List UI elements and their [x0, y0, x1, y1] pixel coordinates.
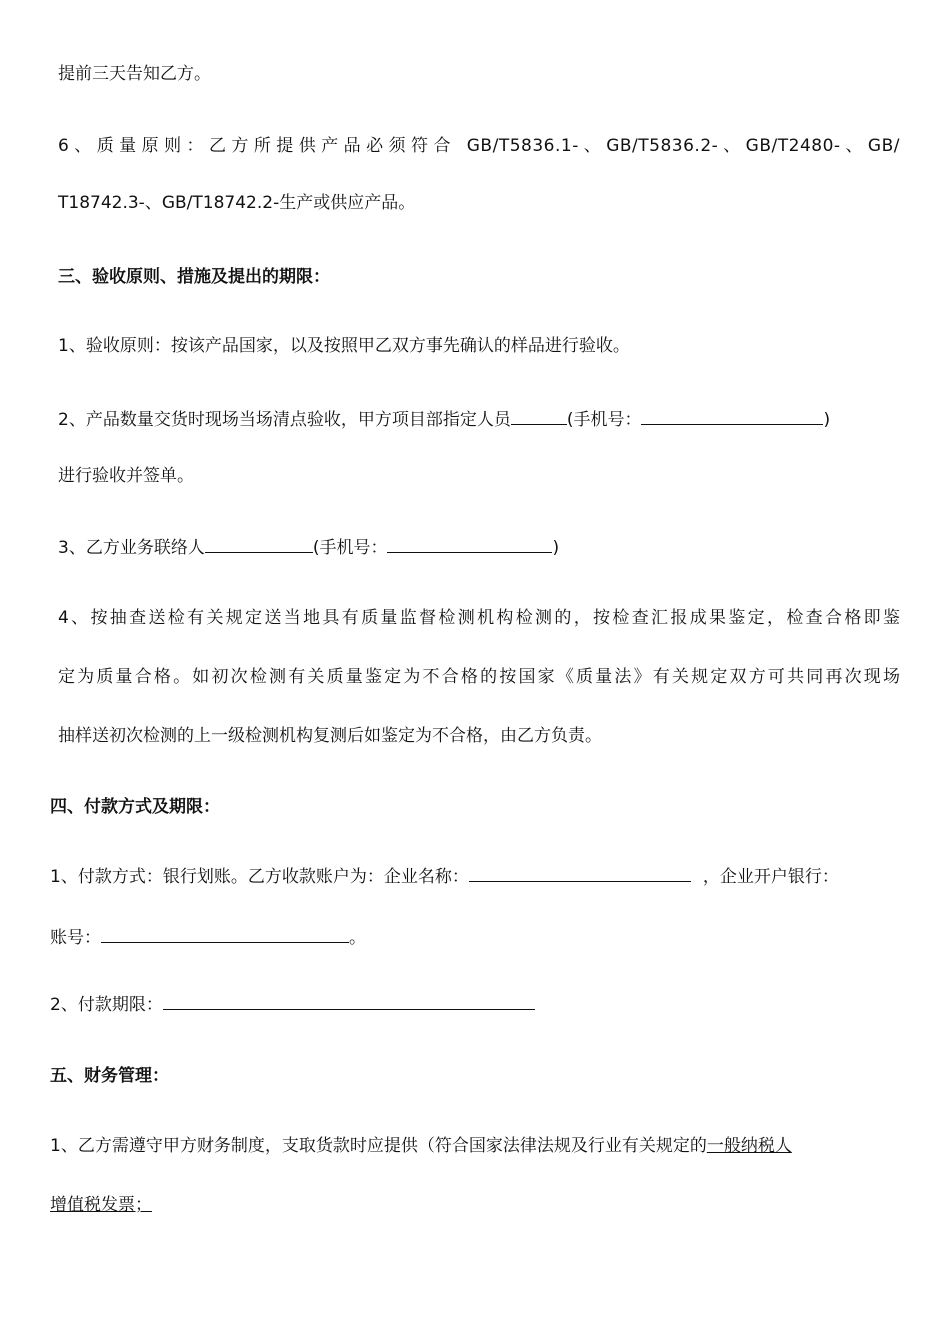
- close-paren: ): [823, 410, 831, 430]
- account-number-blank: [101, 924, 349, 943]
- phone-blank: [641, 406, 823, 425]
- contact-person-text: 3、乙方业务联络人: [58, 538, 205, 558]
- inspection-line-2: 定为质量合格。如初次检测有关质量鉴定为不合格的按国家《质量法》有关规定双方可共同再次现场: [58, 667, 900, 687]
- contact-person-blank: [205, 534, 313, 553]
- section-heading-acceptance: 三、验收原则、措施及提出的期限：: [58, 267, 330, 287]
- phone-label: (手机号：: [566, 410, 642, 430]
- payment-term-label: 2、付款期限：: [50, 995, 163, 1015]
- contact-person-line: [58, 534, 559, 560]
- account-label: 账号：: [50, 928, 101, 948]
- account-line: [50, 924, 366, 950]
- acceptance-count-text: 2、产品数量交货时现场当场清点验收，甲方项目部指定人员: [58, 410, 511, 430]
- phone-blank: [387, 534, 552, 553]
- finance-line-1: [50, 1134, 792, 1158]
- section-heading-finance: 五、财务管理：: [50, 1066, 169, 1086]
- quality-principle-line: 6、质量原则：乙方所提供产品必须符合 GB/T5836.1-、GB/T5836.2-、GB/T2480-、GB/: [58, 136, 900, 156]
- payment-term-blank: [163, 991, 535, 1010]
- quality-principle-line-cont: T18742.3-、GB/T18742.2-生产或供应产品。: [58, 193, 416, 213]
- section-heading-payment: 四、付款方式及期限：: [50, 797, 220, 817]
- close-paren: ): [552, 538, 560, 558]
- company-name-blank: [469, 863, 691, 882]
- acceptance-principle-line: 1、验收原则：按该产品国家，以及按照甲乙双方事先确认的样品进行验收。: [58, 336, 630, 356]
- paragraph-line: 提前三天告知乙方。: [58, 64, 211, 84]
- finance-text: 1、乙方需遵守甲方财务制度，支取货款时应提供（符合国家法律法规及行业有关规定的: [50, 1136, 707, 1156]
- inspection-line-3: 抽样送初次检测的上一级检测机构复测后如鉴定为不合格，由乙方负责。: [58, 726, 602, 746]
- acceptance-count-line: [58, 406, 830, 432]
- finance-line-2: 增值税发票；: [50, 1195, 152, 1215]
- designated-person-blank: [511, 406, 567, 425]
- general-taxpayer-text: 一般纳税人: [706, 1136, 792, 1156]
- acceptance-count-line-cont: 进行验收并签单。: [58, 466, 194, 486]
- payment-term-line: [50, 991, 535, 1017]
- bank-label: ，企业开户银行：: [702, 867, 839, 887]
- phone-label: (手机号：: [312, 538, 388, 558]
- period-mark: 。: [349, 928, 366, 948]
- payment-method-text: 1、付款方式：银行划账。乙方收款账户为：企业名称：: [50, 867, 469, 887]
- inspection-line-1: 4、按抽查送检有关规定送当地具有质量监督检测机构检测的，按检查汇报成果鉴定，检查合格即鉴: [58, 608, 900, 628]
- payment-method-line: [50, 863, 839, 889]
